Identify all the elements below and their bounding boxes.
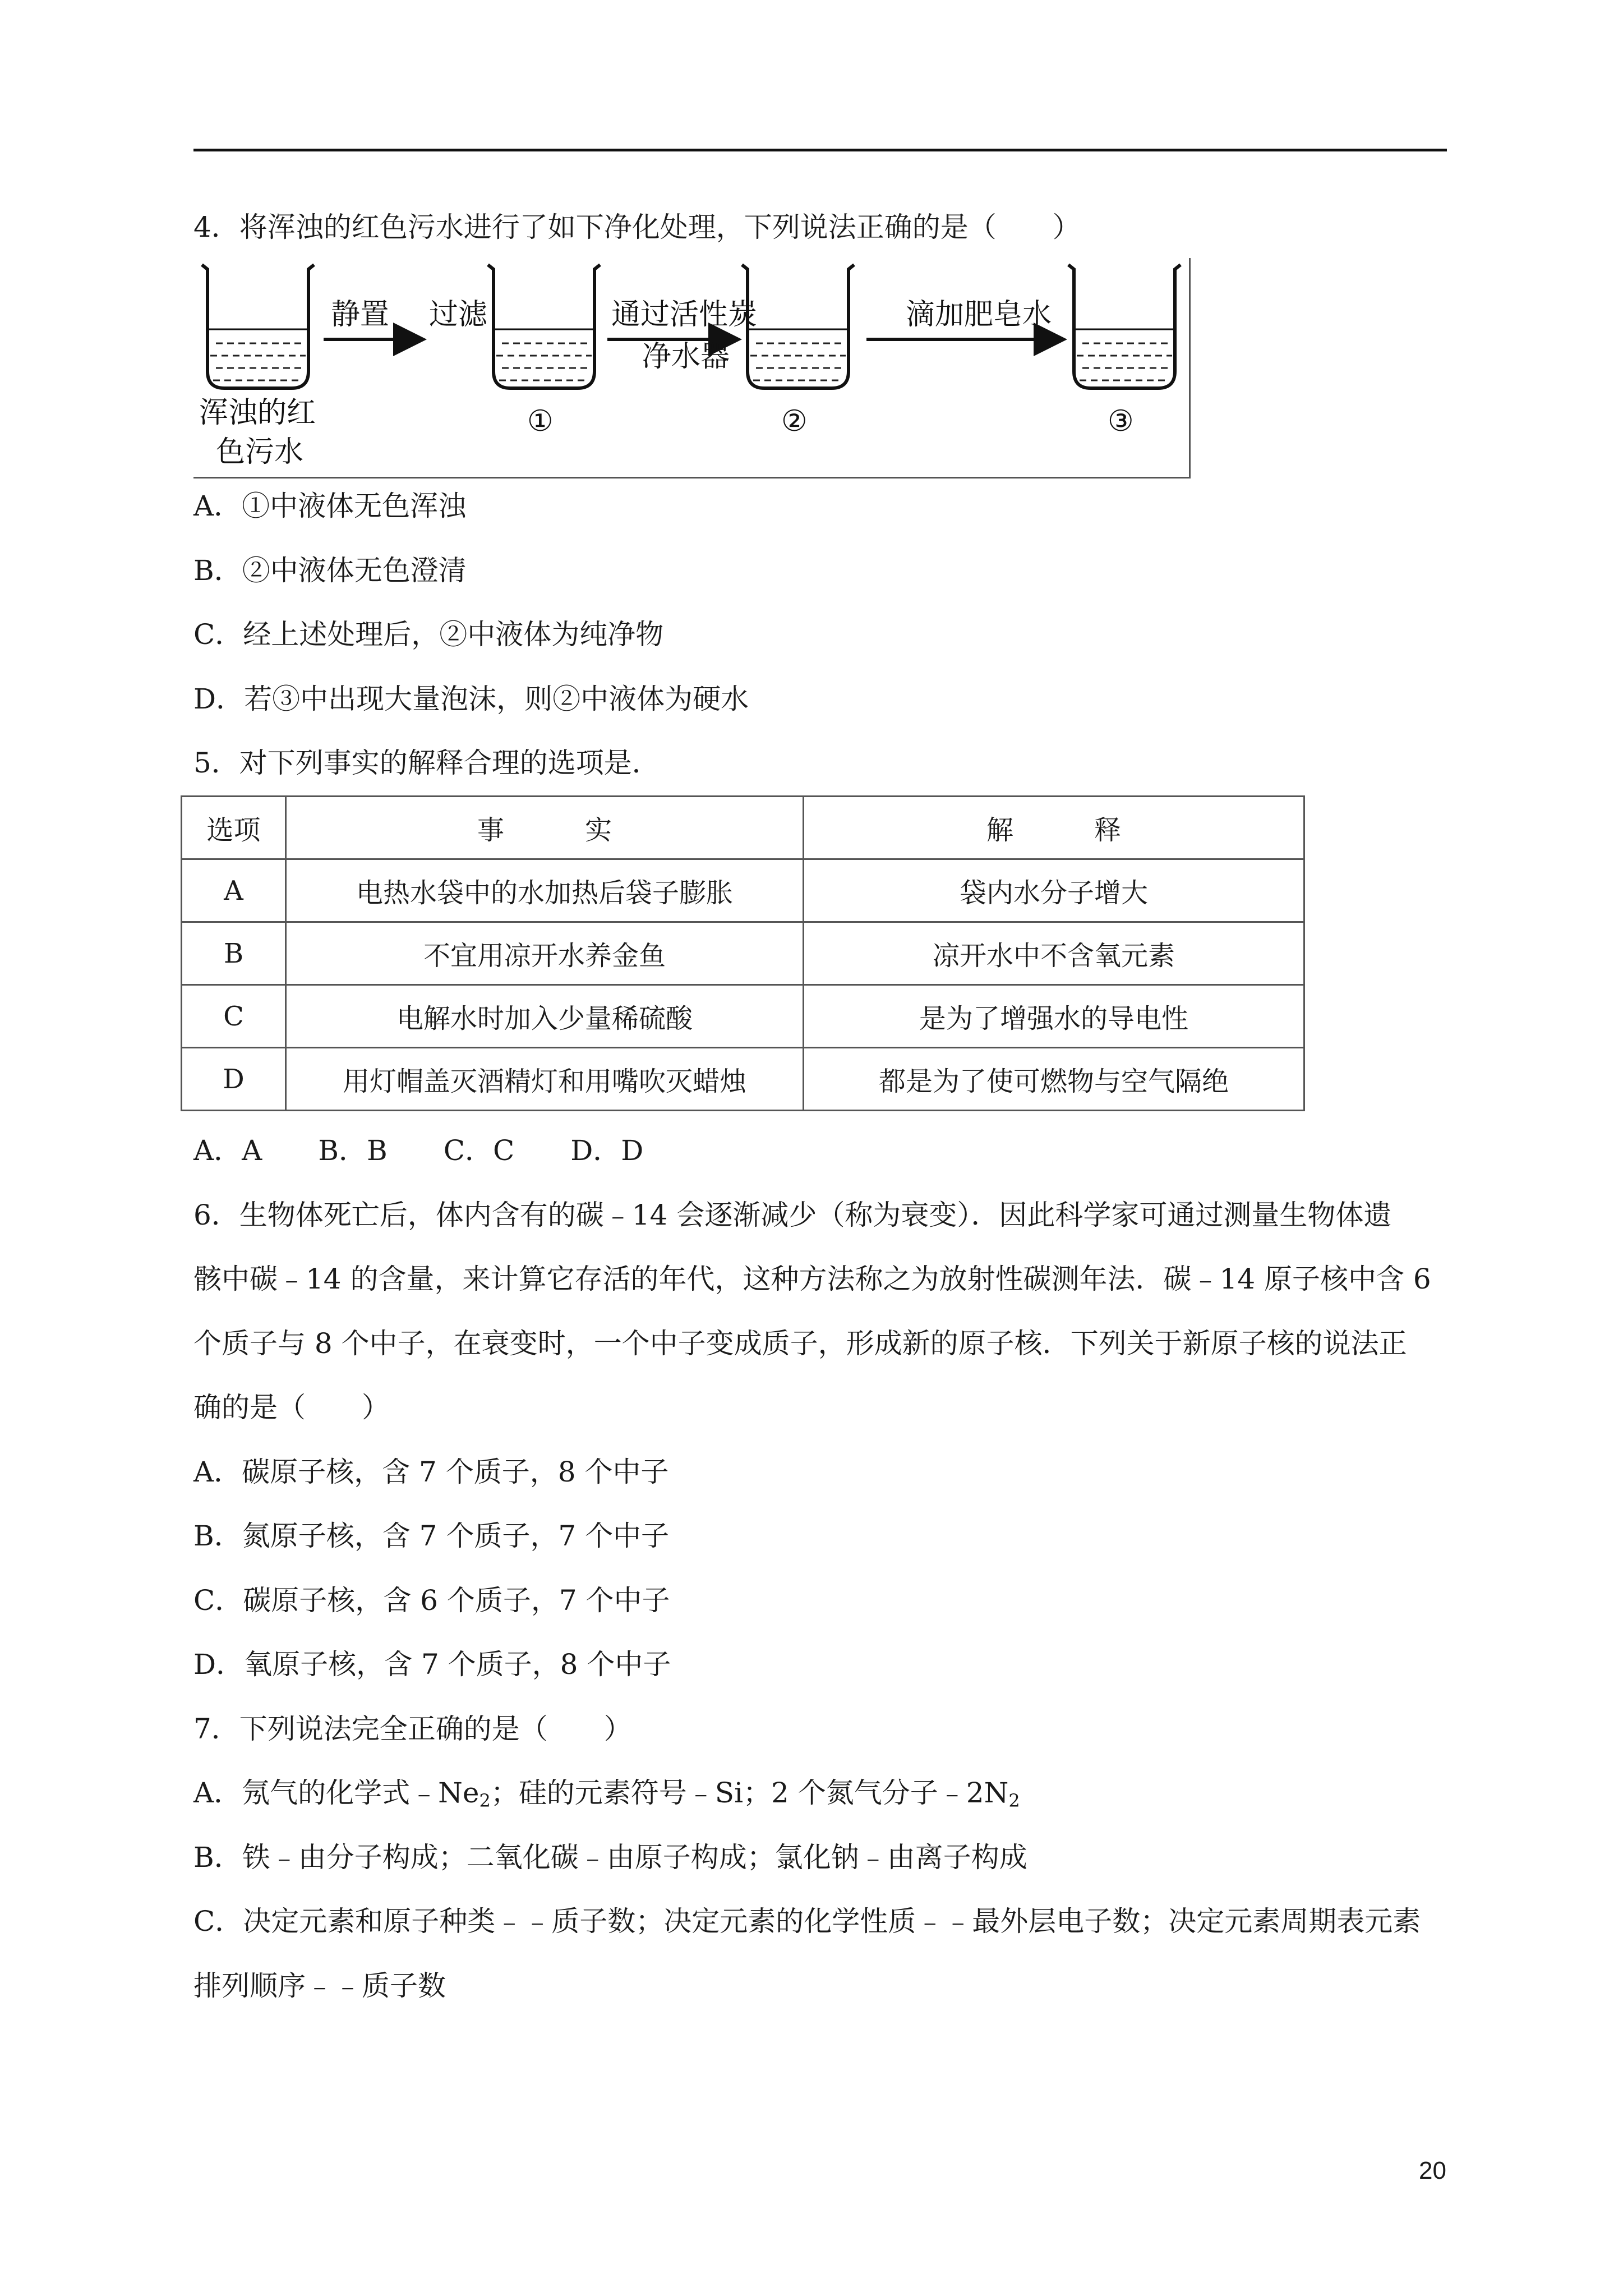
step-label-filter: 过滤 bbox=[429, 298, 488, 332]
step-label-soap: 滴加肥皂水 bbox=[906, 298, 1052, 332]
q4-option-b: B．②中液体无色澄清 bbox=[193, 554, 467, 587]
q6-line-3: 个质子与 8 个中子，在衰变时，一个中子变成质子，形成新的原子核．下列关于新原子核的说法正 bbox=[193, 1327, 1407, 1360]
q7-option-c-line-1: C．决定元素和原子种类﹣﹣质子数；决定元素的化学性质﹣﹣最外层电子数；决定元素周期表元素 bbox=[193, 1905, 1421, 1938]
q5-answers: A．A B．B C．C D．D bbox=[193, 1134, 644, 1167]
header-rule bbox=[193, 149, 1447, 151]
q6-line-2: 骸中碳﹣14 的含量，来计算它存活的年代，这种方法称之为放射性碳测年法．碳﹣14 原子核中含 6 bbox=[193, 1263, 1431, 1295]
step-label-carbon-2: 净水器 bbox=[642, 340, 730, 374]
q7-option-c-line-2: 排列顺序﹣﹣质子数 bbox=[193, 1970, 446, 2002]
row-explanation: 都是为了使可燃物与空气隔绝 bbox=[804, 1048, 1304, 1111]
step-label-settle: 静置 bbox=[331, 298, 390, 332]
header-explanation: 解 释 bbox=[804, 797, 1304, 859]
table-header-row bbox=[182, 797, 1304, 859]
beaker-1 bbox=[488, 265, 600, 388]
table-row bbox=[182, 922, 1304, 985]
table-row bbox=[182, 859, 1304, 922]
table-row bbox=[182, 985, 1304, 1048]
header-option: 选项 bbox=[182, 797, 286, 859]
row-fact: 电热水袋中的水加热后袋子膨胀 bbox=[286, 859, 804, 922]
marker-3: ③ bbox=[1108, 404, 1134, 438]
row-option: C bbox=[182, 985, 286, 1048]
start-label-1: 浑浊的红 bbox=[199, 396, 316, 430]
row-option: D bbox=[182, 1048, 286, 1111]
q7-stem: 7．下列说法完全正确的是（ ） bbox=[193, 1713, 632, 1745]
q7-option-a bbox=[193, 1776, 1020, 1810]
row-option: B bbox=[182, 922, 286, 985]
q6-option-a: A．碳原子核，含 7 个质子，8 个中子 bbox=[193, 1456, 669, 1488]
header-fact: 事 实 bbox=[286, 797, 804, 859]
beaker-3 bbox=[1068, 265, 1181, 388]
q4-option-d: D．若③中出现大量泡沫，则②中液体为硬水 bbox=[193, 683, 749, 715]
table-row bbox=[182, 1048, 1304, 1111]
start-label-2: 色污水 bbox=[216, 435, 304, 469]
page-number: 20 bbox=[1419, 2157, 1446, 2184]
purification-diagram bbox=[193, 258, 1191, 478]
row-explanation: 是为了增强水的导电性 bbox=[804, 985, 1304, 1048]
q6-option-b: B．氮原子核，含 7 个质子，7 个中子 bbox=[193, 1520, 670, 1552]
marker-2: ② bbox=[781, 404, 808, 438]
q4-option-c: C．经上述处理后，②中液体为纯净物 bbox=[193, 618, 664, 651]
row-option: A bbox=[182, 859, 286, 922]
step-label-carbon-1: 通过活性炭 bbox=[611, 298, 758, 332]
q4-stem: 4．将浑浊的红色污水进行了如下净化处理，下列说法正确的是（ ） bbox=[193, 211, 1081, 243]
subscript-2: 2 bbox=[479, 1790, 491, 1811]
q6-option-c: C．碳原子核，含 6 个质子，7 个中子 bbox=[193, 1584, 670, 1617]
row-fact: 电解水时加入少量稀硫酸 bbox=[286, 985, 804, 1048]
q4-option-a: A．①中液体无色浑浊 bbox=[193, 490, 467, 522]
q6-line-1: 6．生物体死亡后，体内含有的碳﹣14 会逐渐减少（称为衰变）．因此科学家可通过测量生物体遗 bbox=[193, 1199, 1392, 1231]
q7-option-b: B．铁﹣由分子构成；二氧化碳﹣由原子构成；氯化钠﹣由离子构成 bbox=[193, 1841, 1027, 1874]
marker-1: ① bbox=[527, 404, 554, 438]
q5-stem: 5．对下列事实的解释合理的选项是． bbox=[193, 747, 660, 779]
facts-table bbox=[181, 795, 1305, 1111]
q6-option-d: D．氧原子核，含 7 个质子，8 个中子 bbox=[193, 1648, 671, 1681]
row-fact: 用灯帽盖灭酒精灯和用嘴吹灭蜡烛 bbox=[286, 1048, 804, 1111]
row-fact: 不宜用凉开水养金鱼 bbox=[286, 922, 804, 985]
subscript-2: 2 bbox=[1008, 1790, 1020, 1811]
beaker-2 bbox=[742, 265, 854, 388]
q6-line-4: 确的是（ ） bbox=[193, 1391, 390, 1424]
beaker-start bbox=[202, 265, 314, 388]
q7-option-a-part2: ；硅的元素符号﹣Si；2 个氮气分子﹣2N bbox=[490, 1777, 1009, 1809]
row-explanation: 凉开水中不含氧元素 bbox=[804, 922, 1304, 985]
q7-option-a-part1: A．氖气的化学式﹣Ne bbox=[193, 1777, 479, 1809]
row-explanation: 袋内水分子增大 bbox=[804, 859, 1304, 922]
